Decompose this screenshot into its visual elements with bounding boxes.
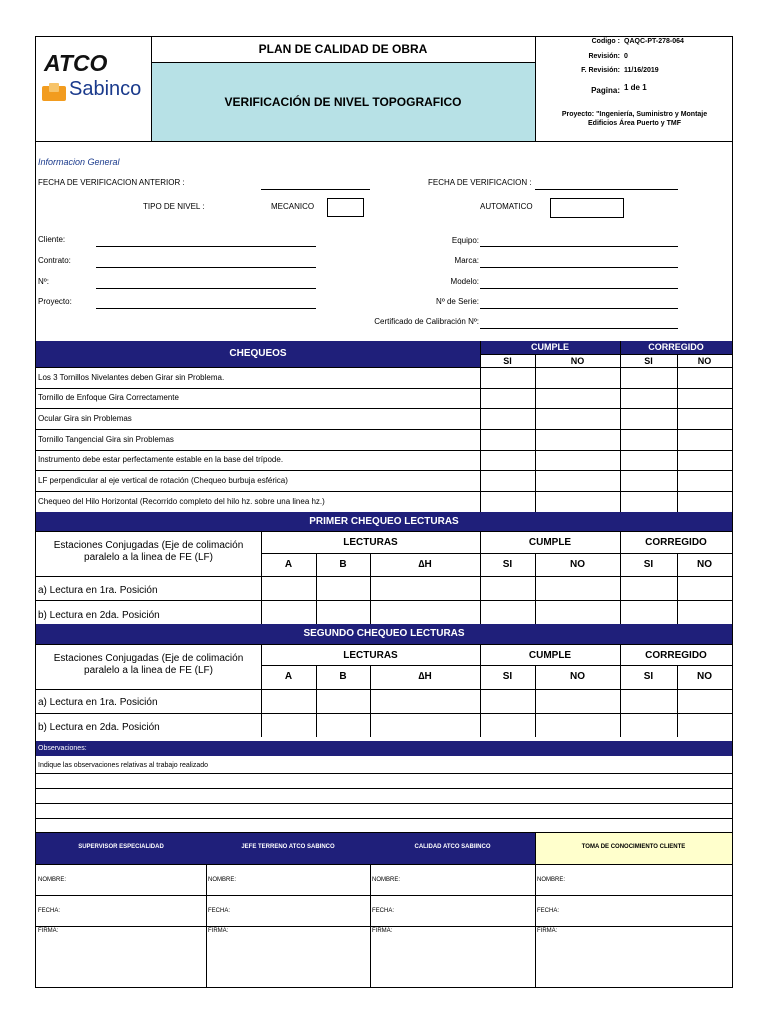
signature-nombre-2[interactable]: NOMBRE: [208, 877, 237, 883]
checks-cumple-si: SI [503, 356, 512, 366]
pagina-value: 1 de 1 [624, 83, 647, 92]
readings2-col-dh: ∆H [418, 671, 432, 682]
serie-line[interactable] [480, 308, 678, 309]
checks-corregido-si: SI [644, 356, 653, 366]
signature-firma-4[interactable]: FIRMA: [537, 928, 558, 934]
readings2-corregido: CORREGIDO [645, 650, 707, 661]
readings1-lecturas: LECTURAS [343, 537, 398, 548]
frevision-label: F. Revisión: [581, 67, 620, 74]
certificado-label: Certificado de Calibración Nº: [374, 317, 479, 326]
signature-col-cliente: TOMA DE CONOCIMIENTO CLIENTE [581, 844, 686, 850]
cliente-line[interactable] [96, 246, 316, 247]
signature-col-jefe: JEFE TERRENO ATCO SABINCO [241, 844, 335, 850]
fecha-anterior-line[interactable] [261, 189, 370, 190]
readings2-cumple-si: SI [502, 671, 513, 682]
observaciones-line[interactable] [36, 818, 732, 819]
readings1-estaciones-2: paralelo a la linea de FE (LF) [84, 552, 213, 563]
automatico-label: AUTOMATICO [480, 202, 533, 211]
readings1-row-1: a) Lectura en 1ra. Posición [38, 585, 158, 596]
fecha-anterior-label: FECHA DE VERIFICACION ANTERIOR : [38, 178, 185, 187]
contrato-label: Contrato: [38, 256, 71, 265]
checks-header: CHEQUEOS [229, 348, 287, 359]
pagina-label: Pagina: [591, 86, 620, 95]
proyecto-line-2: Edificios Área Puerto y TMF [588, 120, 681, 127]
numero-label: Nº: [38, 277, 49, 286]
readings1-corregido-si: SI [643, 559, 654, 570]
readings1-cumple-si: SI [502, 559, 513, 570]
readings1-title: PRIMER CHEQUEO LECTURAS [309, 516, 459, 527]
signature-col-calidad: CALIDAD ATCO SABIINCO [414, 844, 491, 850]
readings2-estaciones-2: paralelo a la linea de FE (LF) [84, 665, 213, 676]
signature-nombre-3[interactable]: NOMBRE: [372, 877, 401, 883]
readings2-cumple-no: NO [570, 671, 585, 682]
marca-line[interactable] [480, 267, 678, 268]
check-item: Tornillo Tangencial Gira sin Problemas [38, 435, 174, 444]
signature-firma-2[interactable]: FIRMA: [208, 928, 229, 934]
check-item: Los 3 Tornillos Nivelantes deben Girar sin Problema. [38, 373, 225, 382]
checks-corregido-header: CORREGIDO [648, 342, 704, 352]
readings2-col-b: B [339, 671, 347, 682]
readings1-col-dh: ∆H [418, 559, 432, 570]
proyecto-line[interactable] [96, 308, 316, 309]
frevision-value: 11/16/2019 [624, 67, 659, 74]
equipo-label: Equipo: [451, 236, 479, 245]
mecanico-label: MECANICO [271, 202, 315, 211]
plan-title: PLAN DE CALIDAD DE OBRA [258, 42, 428, 56]
signature-fecha-2[interactable]: FECHA: [208, 908, 231, 914]
fecha-verificacion-line[interactable] [535, 189, 678, 190]
check-item: LF perpendicular al eje vertical de rotación (Chequeo burbuja esférica) [38, 476, 288, 485]
signature-firma-3[interactable]: FIRMA: [372, 928, 393, 934]
readings1-cumple-no: NO [570, 559, 585, 570]
page-title: VERIFICACIÓN DE NIVEL TOPOGRAFICO [224, 95, 462, 109]
signature-fecha-3[interactable]: FECHA: [372, 908, 395, 914]
codigo-label: Codigo : [591, 38, 620, 45]
check-item: Instrumento debe estar perfectamente estable en la base del trípode. [38, 455, 284, 464]
readings2-corregido-no: NO [697, 671, 712, 682]
readings2-estaciones-1: Estaciones Conjugadas (Eje de colimación [53, 653, 244, 664]
signature-firma-1[interactable]: FIRMA: [38, 928, 59, 934]
readings1-corregido: CORREGIDO [645, 537, 707, 548]
readings2-cumple: CUMPLE [528, 650, 572, 661]
check-item: Ocular Gira sin Problemas [38, 414, 132, 423]
general-section-title: Informacion General [38, 157, 120, 167]
marca-label: Marca: [454, 256, 479, 265]
checks-cumple-header: CUMPLE [531, 342, 569, 352]
proyecto-label: Proyecto: [38, 297, 72, 306]
readings2-row-2: b) Lectura en 2da. Posición [38, 722, 160, 733]
checks-cumple-no: NO [570, 356, 585, 366]
signature-nombre-4[interactable]: NOMBRE: [537, 877, 566, 883]
company-logo [42, 50, 147, 110]
modelo-label: Modelo: [450, 277, 479, 286]
signature-fecha-1[interactable]: FECHA: [38, 908, 61, 914]
equipo-line[interactable] [480, 246, 678, 247]
observaciones-title: Observaciones: [38, 745, 87, 752]
signature-fecha-4[interactable]: FECHA: [537, 908, 560, 914]
readings1-cumple: CUMPLE [528, 537, 572, 548]
contrato-line[interactable] [96, 267, 316, 268]
readings1-row-2: b) Lectura en 2da. Posición [38, 610, 160, 621]
observaciones-instruction: Indique las observaciones relativas al trabajo realizado [38, 762, 209, 769]
modelo-line[interactable] [480, 288, 678, 289]
signature-col-supervisor: SUPERVISOR ESPECIALIDAD [78, 844, 164, 850]
mecanico-checkbox[interactable] [327, 198, 364, 217]
automatico-checkbox[interactable] [550, 198, 624, 218]
logo-mark-icon-inner [49, 83, 59, 92]
proyecto-line-1: Proyecto: "Ingeniería, Suministro y Montaje [561, 111, 708, 118]
signature-nombre-1[interactable]: NOMBRE: [38, 877, 67, 883]
observaciones-line[interactable] [36, 788, 732, 789]
cliente-label: Cliente: [38, 235, 66, 244]
readings2-lecturas: LECTURAS [343, 650, 398, 661]
revision-label: Revisión: [588, 53, 620, 60]
checks-corregido-no: NO [697, 356, 712, 366]
revision-value: 0 [624, 53, 628, 60]
logo-sabinco-text: Sabinco [69, 78, 142, 100]
observaciones-band [36, 741, 732, 756]
logo-atco-text: ATCO [44, 50, 108, 76]
readings1-corregido-no: NO [697, 559, 712, 570]
check-item: Tornillo de Enfoque Gira Correctamente [38, 393, 179, 402]
readings2-title: SEGUNDO CHEQUEO LECTURAS [303, 628, 465, 639]
numero-line[interactable] [96, 288, 316, 289]
readings2-col-a: A [284, 671, 293, 682]
readings1-estaciones-1: Estaciones Conjugadas (Eje de colimación [53, 540, 244, 551]
readings1-col-a: A [284, 559, 293, 570]
fecha-verificacion-label: FECHA DE VERIFICACION : [428, 178, 532, 187]
readings2-corregido-si: SI [643, 671, 654, 682]
codigo-value: QAQC-PT-278-064 [624, 38, 684, 45]
check-item: Chequeo del Hilo Horizontal (Recorrido completo del hilo hz. sobre una linea hz.) [38, 497, 325, 506]
readings2-row-1: a) Lectura en 1ra. Posición [38, 697, 158, 708]
certificado-line[interactable] [480, 328, 678, 329]
tipo-nivel-label: TIPO DE NIVEL : [143, 202, 205, 211]
serie-label: Nº de Serie: [436, 297, 479, 306]
readings1-col-b: B [339, 559, 347, 570]
observaciones-line[interactable] [36, 803, 732, 804]
